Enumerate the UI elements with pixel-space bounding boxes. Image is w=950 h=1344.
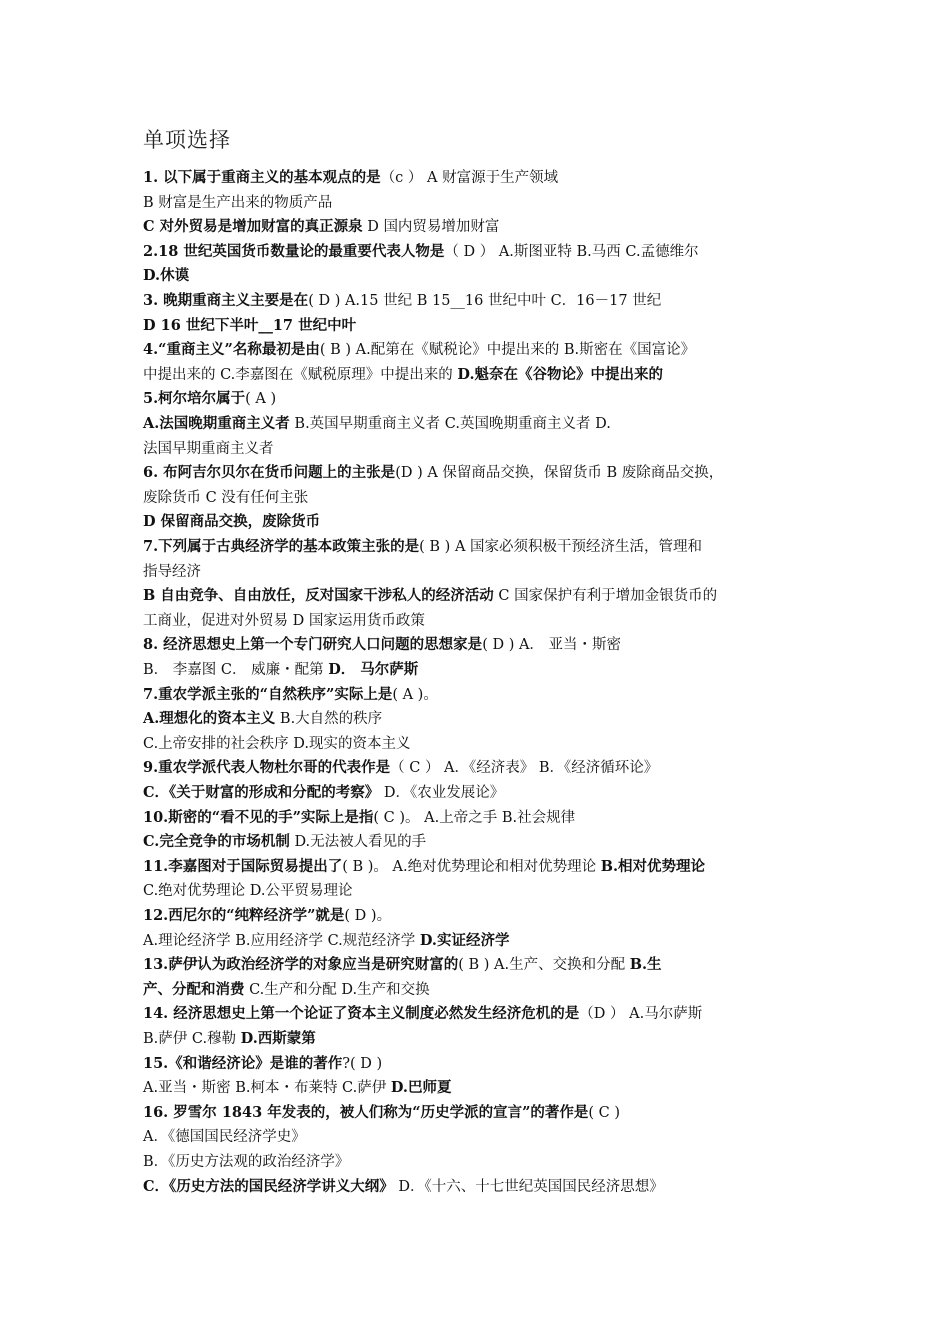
line-text: （ D ） A.斯图亚特 B.马西 C.孟德维尔	[444, 244, 699, 260]
text-line	[143, 758, 658, 778]
text-line	[143, 512, 320, 532]
line-text: A.理论经济学 B.应用经济学 C.规范经济学	[143, 933, 420, 949]
text-line	[143, 955, 662, 975]
line-text: C.上帝安排的社会秩序 D.现实的资本主义	[143, 736, 411, 752]
text-line	[143, 1103, 620, 1123]
line-bold-text: 14. 经济思想史上第一个论证了资本主义制度必然发生经济危机的是	[143, 1005, 580, 1022]
line-text: （c ） A 财富源于生产领域	[380, 170, 559, 186]
text-line	[143, 808, 575, 828]
line-text: （D ） A.马尔萨斯	[579, 1006, 703, 1022]
text-line	[143, 783, 504, 803]
line-bold-text: 7.重农学派主张的“自然秩序”实际上是	[143, 686, 393, 703]
line-text: D．《十六、十七世纪英国国民经济思想》	[393, 1179, 664, 1195]
line-text: C.生产和分配 D.生产和交换	[244, 982, 430, 998]
line-text: 中提出来的 C.李嘉图在《赋税原理》中提出来的	[143, 367, 458, 383]
text-line	[143, 242, 699, 262]
line-text: D.无法被人看见的手	[289, 834, 427, 850]
line-bold-text: C．《关于财富的形成和分配的考察》	[143, 784, 380, 801]
line-bold-text: B.相对优势理论	[600, 858, 706, 875]
text-line	[143, 881, 353, 901]
line-bold-text: B 自由竞争、自由放任，反对国家干涉私人的经济活动	[143, 587, 494, 604]
line-bold-text: 8. 经济思想史上第一个专门研究人口问题的思想家是	[143, 636, 483, 653]
text-line	[143, 1054, 382, 1074]
text-line	[143, 980, 430, 1000]
text-line	[143, 316, 356, 336]
line-text: ( D ) A.15 世纪 B 15__16 世纪中叶 C．16－17 世纪	[308, 293, 662, 309]
line-bold-text: 16. 罗雪尔 1843 年发表的，被人们称为“历史学派的宣言”的著作是	[143, 1104, 589, 1121]
text-line	[143, 439, 274, 459]
line-bold-text: 1. 以下属于重商主义的基本观点的是	[143, 169, 381, 186]
text-line	[143, 906, 391, 926]
text-line	[143, 1029, 316, 1049]
line-text: ( D ) A． 亚当・斯密	[482, 637, 622, 653]
text-line	[143, 832, 426, 852]
line-text: ( A )	[245, 391, 277, 407]
line-bold-text: 6. 布阿吉尔贝尔在货币问题上的主张是	[143, 464, 396, 481]
line-text: （ C ） A．《经济表》 B．《经济循环论》	[390, 760, 659, 776]
line-text: D．《农业发展论》	[379, 785, 505, 801]
text-line	[143, 857, 705, 877]
line-bold-text: 4.“重商主义”名称最初是由	[143, 341, 320, 358]
line-text: B.英国早期重商主义者 C.英国晚期重商主义者 D.	[289, 416, 611, 432]
text-line	[143, 611, 425, 631]
text-line	[143, 1152, 349, 1172]
line-bold-text: D 16 世纪下半叶__17 世纪中叶	[143, 317, 357, 334]
line-bold-text: D.巴师夏	[390, 1079, 452, 1096]
line-bold-text: 5.柯尔培尔属于	[143, 390, 246, 407]
line-bold-text: B.生	[629, 956, 662, 973]
line-text: ?( D )	[342, 1056, 383, 1072]
line-text: 废除货币 C 没有任何主张	[143, 490, 309, 506]
text-line	[143, 537, 702, 557]
text-line	[143, 1127, 306, 1147]
line-text: (D ) A 保留商品交换，保留货币 B 废除商品交换，	[395, 465, 724, 481]
text-line	[143, 291, 661, 311]
line-text: ( C )。 A.上帝之手 B.社会规律	[373, 810, 576, 826]
line-bold-text: 7.下列属于古典经济学的基本政策主张的是	[143, 538, 420, 555]
line-text: C 国家保护有利于增加金银货币的	[493, 588, 718, 604]
line-bold-text: A.法国晚期重商主义者	[143, 415, 290, 432]
text-line	[143, 734, 411, 754]
line-text: C.绝对优势理论 D.公平贸易理论	[143, 883, 353, 899]
line-bold-text: 2.18 世纪英国货币数量论的最重要代表人物是	[143, 243, 445, 260]
line-text: B． 李嘉图 C． 威廉・配第	[143, 662, 329, 678]
line-bold-text: A.理想化的资本主义	[143, 710, 276, 727]
line-bold-text: 10.斯密的“看不见的手”实际上是指	[143, 809, 374, 826]
text-line	[143, 685, 438, 705]
line-bold-text: D 保留商品交换，废除货币	[143, 513, 321, 530]
text-line	[143, 709, 382, 729]
line-text: B.萨伊 C.穆勒	[143, 1031, 241, 1047]
line-bold-text: C 对外贸易是增加财富的真正源泉	[143, 218, 363, 235]
line-text: ( B ) A 国家必须积极干预经济生活，管理和	[419, 539, 703, 555]
text-line	[143, 562, 201, 582]
line-text: ( C )	[588, 1105, 621, 1121]
text-line	[143, 168, 558, 188]
text-line	[143, 365, 663, 385]
line-text: ( D )。	[344, 908, 392, 924]
line-bold-text: 9.重农学派代表人物杜尔哥的代表作是	[143, 759, 391, 776]
line-bold-text: D.休谟	[143, 267, 190, 284]
text-line	[143, 488, 308, 508]
line-bold-text: 11.李嘉图对于国际贸易提出了	[143, 858, 343, 875]
line-text: B．《历史方法观的政治经济学》	[143, 1154, 350, 1170]
text-line	[143, 463, 723, 483]
text-line	[143, 1078, 451, 1098]
line-bold-text: 13.萨伊认为政治经济学的对象应当是研究财富的	[143, 956, 459, 973]
text-line	[143, 931, 509, 951]
text-line	[143, 193, 332, 213]
line-text: B 财富是生产出来的物质产品	[143, 195, 333, 211]
text-line	[143, 340, 695, 360]
text-line	[143, 266, 189, 286]
line-text: A．《德国国民经济学史》	[143, 1129, 306, 1145]
line-bold-text: C.完全竞争的市场机制	[143, 833, 290, 850]
line-bold-text: 15.《和谐经济论》是谁的著作	[143, 1055, 343, 1072]
line-text: B.大自然的秩序	[275, 711, 383, 727]
text-line	[143, 414, 611, 434]
text-line	[143, 1004, 702, 1024]
text-line	[143, 586, 717, 606]
line-text: 工商业，促进对外贸易 D 国家运用货币政策	[143, 613, 425, 629]
line-bold-text: 3. 晚期重商主义主要是在	[143, 292, 309, 309]
page-title: 单项选择	[143, 128, 231, 152]
line-text: D 国内贸易增加财富	[362, 219, 500, 235]
line-bold-text: C．《历史方法的国民经济学讲义大纲》	[143, 1178, 394, 1195]
line-text: ( A )。	[392, 687, 438, 703]
text-line	[143, 660, 418, 680]
line-text: A.亚当・斯密 B.柯本・布莱特 C.萨伊	[143, 1080, 391, 1096]
text-line	[143, 389, 276, 409]
text-line	[143, 217, 499, 237]
line-bold-text: D.西斯蒙第	[240, 1030, 316, 1047]
line-bold-text: D.魁奈在《谷物论》中提出来的	[457, 366, 664, 383]
line-text: ( B ) A.配第在《赋税论》中提出来的 B.斯密在《国富论》	[319, 342, 696, 358]
line-text: ( B ) A.生产、交换和分配	[458, 957, 630, 973]
line-bold-text: 12.西尼尔的“纯粹经济学”就是	[143, 907, 345, 924]
line-text: 指导经济	[143, 564, 201, 580]
line-bold-text: D． 马尔萨斯	[328, 661, 419, 678]
text-line	[143, 1177, 664, 1197]
text-line	[143, 635, 621, 655]
line-bold-text: 产、分配和消费	[143, 981, 245, 998]
line-text: ( B )。 A.绝对优势理论和相对优势理论	[342, 859, 601, 875]
line-bold-text: D.实证经济学	[419, 932, 510, 949]
line-text: 法国早期重商主义者	[143, 441, 274, 457]
